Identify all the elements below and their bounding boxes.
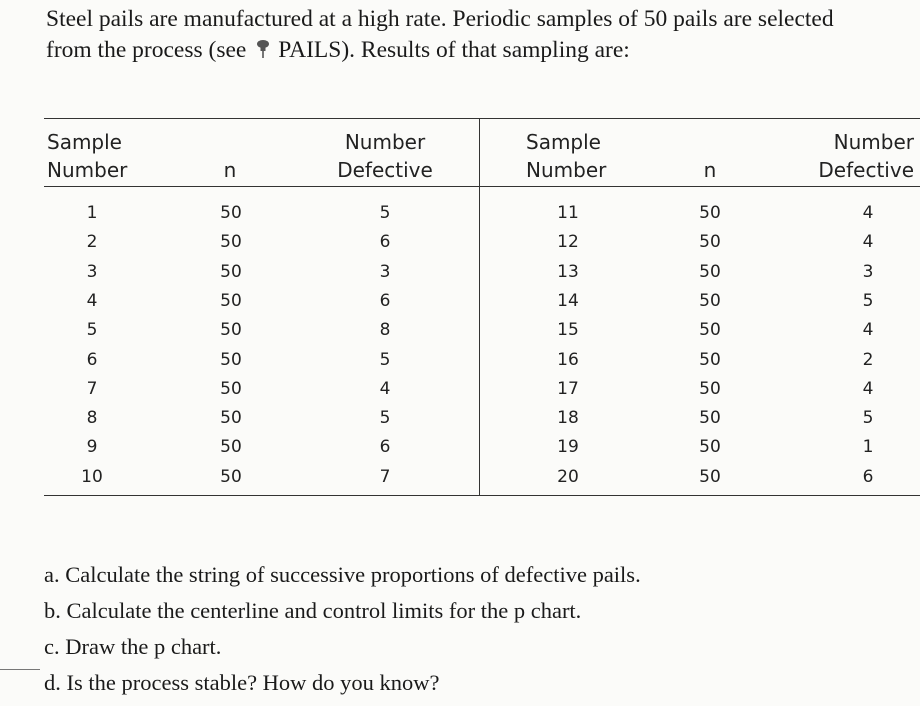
table-cell-defective: 3 bbox=[379, 261, 391, 282]
table-cell-n: 50 bbox=[220, 349, 242, 370]
table-cell-defective: 6 bbox=[379, 437, 391, 458]
header-number-defective-left bbox=[330, 128, 440, 184]
table-cell-defective: 8 bbox=[379, 320, 391, 341]
table-cell-n: 50 bbox=[220, 437, 242, 458]
table-cell-n: 50 bbox=[220, 290, 242, 311]
intro-line-2-start: from the process (see bbox=[46, 37, 247, 63]
question-list bbox=[44, 557, 641, 701]
table-cell-defective: 4 bbox=[862, 232, 874, 253]
table-cell-sample: 15 bbox=[557, 320, 579, 341]
table-cell-n: 50 bbox=[699, 203, 721, 223]
header-text: Number bbox=[47, 158, 128, 182]
table-cell-sample: 17 bbox=[557, 378, 579, 399]
table-cell-n: 50 bbox=[699, 261, 721, 282]
table-cell-sample: 13 bbox=[557, 261, 579, 282]
table-cell-sample: 8 bbox=[86, 408, 98, 429]
table-cell-defective: 5 bbox=[862, 290, 874, 311]
table-cell-sample: 20 bbox=[557, 466, 579, 487]
intro-line-2-end: PAILS). Results of that sampling are: bbox=[278, 37, 630, 63]
table-cell-defective: 5 bbox=[862, 408, 874, 429]
table-cell-defective: 6 bbox=[379, 290, 391, 311]
question-a: a. Calculate the string of successive proportions of defective pails. bbox=[44, 562, 641, 587]
table-cell-n: 50 bbox=[220, 203, 242, 223]
table-cell-defective: 4 bbox=[862, 320, 874, 341]
table-cell-sample: 9 bbox=[86, 437, 98, 458]
intro-line-2 bbox=[46, 35, 920, 66]
table-cell-n: 50 bbox=[220, 261, 242, 282]
table-cell-sample: 14 bbox=[557, 290, 579, 311]
table-cell-defective: 7 bbox=[379, 466, 391, 487]
table-cell-defective: 4 bbox=[379, 378, 391, 399]
table-bottom-rule bbox=[44, 495, 920, 496]
table-cell-sample: 11 bbox=[557, 203, 579, 223]
table-top-rule bbox=[44, 118, 920, 119]
question-b: b. Calculate the centerline and control limits for the p chart. bbox=[44, 598, 582, 623]
table-cell-n: 50 bbox=[699, 408, 721, 429]
table-cell-n: 50 bbox=[699, 349, 721, 370]
table-cell-n: 50 bbox=[699, 232, 721, 253]
header-n-right: n bbox=[703, 158, 717, 182]
header-text: Defective bbox=[818, 158, 914, 182]
table-cell-sample: 6 bbox=[86, 349, 98, 370]
table-cell-defective: 1 bbox=[862, 437, 874, 458]
header-number-defective-right bbox=[790, 128, 914, 184]
table-cell-sample: 18 bbox=[557, 408, 579, 429]
header-sample-number-right bbox=[526, 128, 606, 184]
table-cell-sample: 2 bbox=[86, 232, 98, 253]
table-cell-sample: 7 bbox=[86, 378, 98, 399]
margin-mark bbox=[0, 669, 40, 670]
header-text: Sample bbox=[47, 130, 122, 154]
table-cell-n: 50 bbox=[699, 437, 721, 458]
table-column-divider bbox=[479, 118, 480, 496]
table-cell-defective: 2 bbox=[862, 349, 874, 370]
table-cell-defective: 5 bbox=[379, 408, 391, 429]
table-cell-n: 50 bbox=[220, 408, 242, 429]
problem-intro bbox=[46, 4, 920, 66]
table-cell-sample: 3 bbox=[86, 261, 98, 282]
table-cell-n: 50 bbox=[220, 320, 242, 341]
table-cell-sample: 4 bbox=[86, 290, 98, 311]
table-cell-n: 50 bbox=[699, 320, 721, 341]
question-d: d. Is the process stable? How do you know? bbox=[44, 670, 440, 695]
table-cell-defective: 5 bbox=[379, 349, 391, 370]
pushpin-icon bbox=[254, 39, 272, 59]
table-cell-defective: 6 bbox=[862, 466, 874, 487]
table-cell-defective: 4 bbox=[862, 203, 874, 223]
table-cell-sample: 16 bbox=[557, 349, 579, 370]
header-sample-number-left bbox=[47, 128, 127, 184]
table-cell-sample: 12 bbox=[557, 232, 579, 253]
table-cell-n: 50 bbox=[699, 466, 721, 487]
table-cell-defective: 6 bbox=[379, 232, 391, 253]
table-cell-sample: 1 bbox=[86, 203, 98, 223]
header-n-left: n bbox=[223, 158, 237, 182]
table-cell-defective: 3 bbox=[862, 261, 874, 282]
table-cell-sample: 10 bbox=[81, 466, 103, 487]
question-c: c. Draw the p chart. bbox=[44, 634, 222, 659]
table-cell-n: 50 bbox=[220, 378, 242, 399]
header-text: Number bbox=[344, 130, 426, 154]
table-cell-defective: 5 bbox=[379, 203, 391, 223]
table-cell-defective: 4 bbox=[862, 378, 874, 399]
table-cell-sample: 5 bbox=[86, 320, 98, 341]
header-text: Defective bbox=[337, 158, 433, 182]
table-header-rule bbox=[44, 186, 920, 187]
table-cell-n: 50 bbox=[220, 466, 242, 487]
header-text: Number bbox=[526, 158, 607, 182]
table-cell-sample: 19 bbox=[557, 437, 579, 458]
intro-line-1: Steel pails are manufactured at a high rate. Periodic samples of 50 pails are selected bbox=[46, 6, 834, 32]
header-text: Sample bbox=[526, 130, 601, 154]
header-text: Number bbox=[833, 130, 914, 154]
table-cell-n: 50 bbox=[699, 290, 721, 311]
table-cell-n: 50 bbox=[699, 378, 721, 399]
table-cell-n: 50 bbox=[220, 232, 242, 253]
